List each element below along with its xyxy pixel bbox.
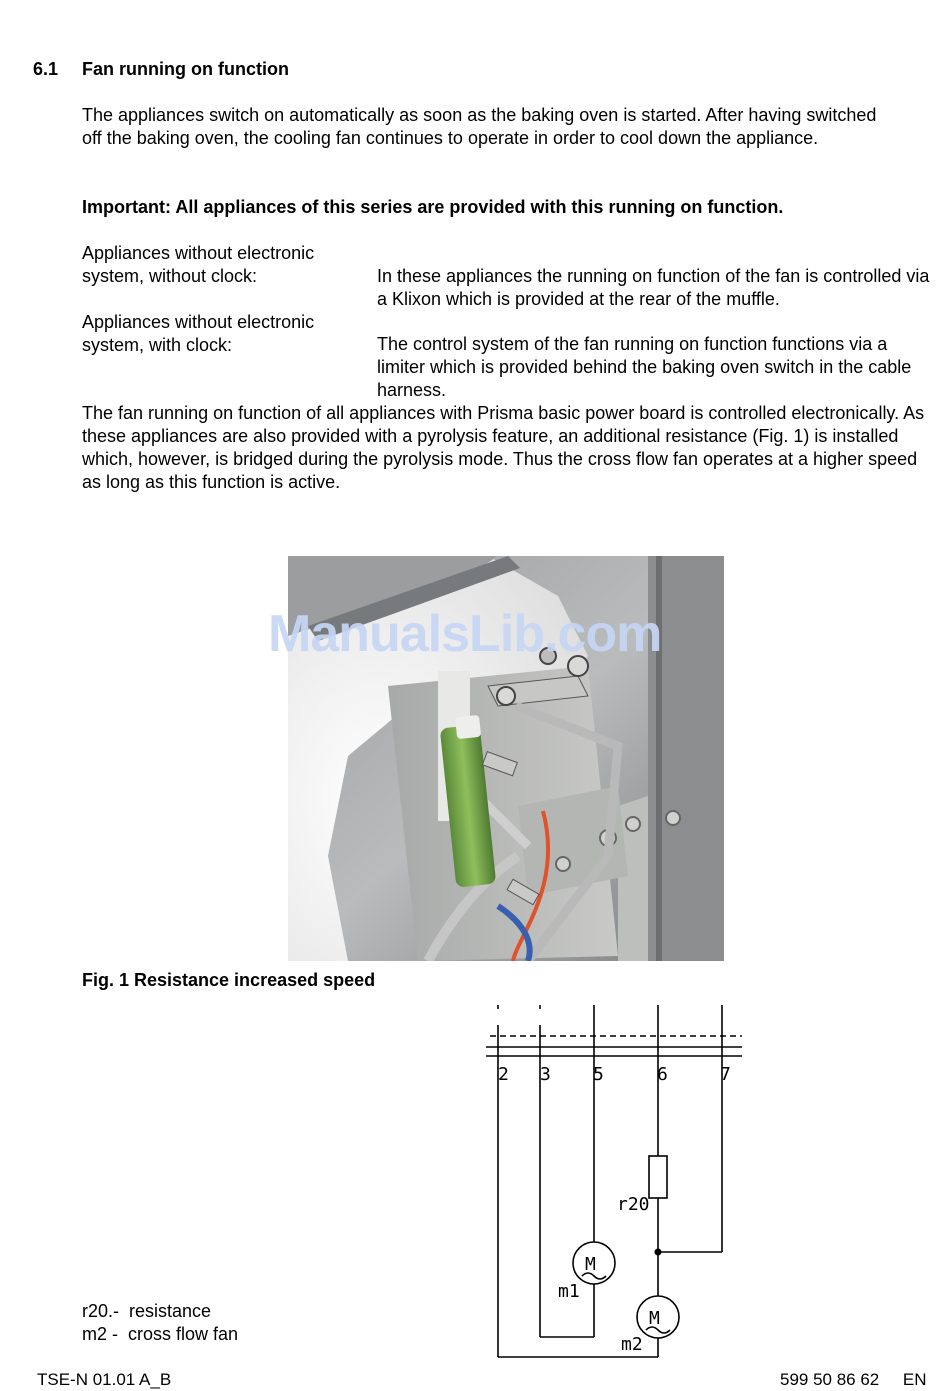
terminal-label: 6 [657, 1064, 668, 1085]
motor-symbol: M [585, 1254, 596, 1275]
watermark: ManualsLib.com [268, 605, 662, 663]
terminal-label: 3 [540, 1064, 551, 1085]
electronic-paragraph: The fan running on function of all appliances with Prisma basic power board is controlled electronically. As these appliances are also provided with a pyrolysis feature, an additional resistance (Fig. 1) is installed which, however, is bridged during the pyrolysis mode. Thus the cross flow fan operates at a higher speed as long as this function is active. [82, 403, 925, 492]
terminal-label: 2 [498, 1064, 509, 1085]
figure-caption: Fig. 1 Resistance increased speed [82, 970, 376, 990]
section-title: Fan running on function [82, 59, 289, 79]
legend-text: cross flow fan [128, 1324, 239, 1344]
section-number: 6.1 [33, 59, 59, 79]
motor-label-m1: m1 [558, 1281, 580, 1302]
motor-symbol: M [649, 1308, 660, 1329]
legend-code: r20.- [82, 1301, 120, 1321]
legend-item [82, 1300, 211, 1323]
important-note: Important: All appliances of this series are provided with this running on function. [82, 197, 784, 217]
resistor-label: r20 [617, 1194, 650, 1215]
legend-text: resistance [129, 1301, 212, 1321]
motor-label-m2: m2 [621, 1334, 643, 1355]
footer-part-number: 599 50 86 62 EN [780, 1370, 927, 1389]
circuit-schematic [480, 1000, 750, 1370]
case-description-with-clock: The control system of the fan running on function functions via a limiter which is provided behind the baking oven switch in the cable harness. [377, 334, 912, 400]
footer-document-id: TSE-N 01.01 A_B [37, 1370, 172, 1389]
terminal-label: 5 [593, 1064, 604, 1085]
intro-paragraph: The appliances switch on automatically as soon as the baking oven is started. After having switched off the baking oven, the cooling fan continues to operate in order to cool down the appliance. [82, 105, 877, 148]
legend-code: m2 - [82, 1324, 118, 1344]
case-description-no-clock: In these appliances the running on function of the fan is controlled via a Klixon which is provided at the rear of the muffle. [377, 266, 930, 309]
terminal-label: 7 [720, 1064, 731, 1085]
legend-item [82, 1323, 238, 1346]
case-label-with-clock: Appliances without electronic system, with clock: [82, 312, 315, 355]
case-label-no-clock: Appliances without electronic system, without clock: [82, 243, 315, 286]
